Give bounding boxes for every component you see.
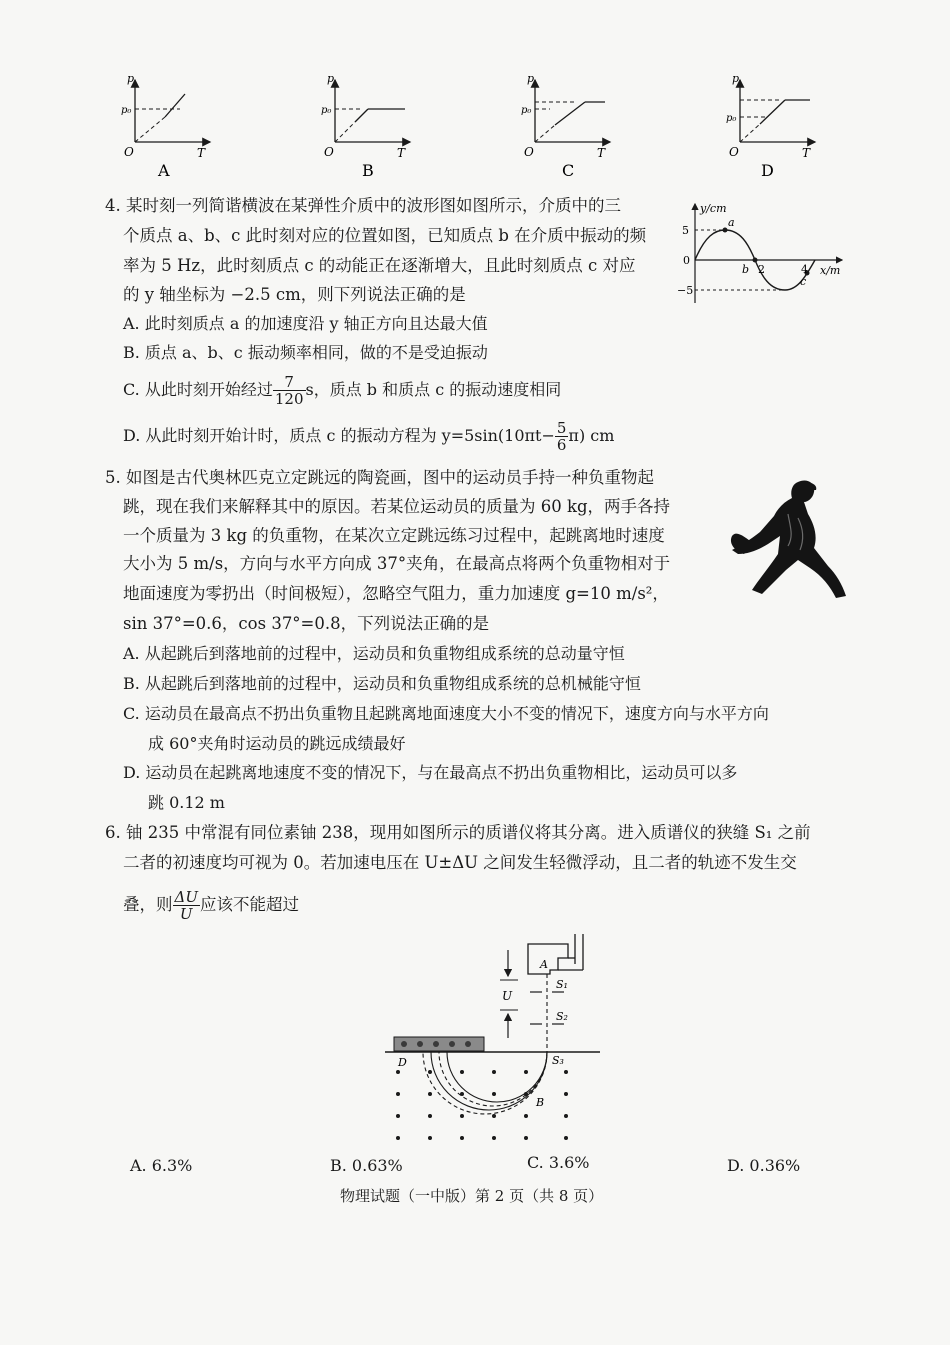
svg-text:U: U xyxy=(502,989,513,1003)
graph-label-b: B xyxy=(362,161,374,180)
fraction-5-6: $\frac{5}{6}$ xyxy=(556,419,567,454)
q5-line-2: 跳，现在我们来解释其中的原因。若某位运动员的质量为 60 kg，两手各持 xyxy=(123,497,671,516)
svg-text:B: B xyxy=(536,1096,545,1109)
fraction-7-120: $\frac{7}{120}$ xyxy=(274,373,304,408)
q5-option-d: D. 运动员在起跳离地速度不变的情况下，与在最高点不扔出负重物相比，运动员可以多 xyxy=(123,763,738,782)
q4-option-a: A. 此时刻质点 a 的加速度沿 y 轴正方向且达最大值 xyxy=(123,314,488,333)
svg-text:p₀: p₀ xyxy=(321,105,332,116)
page-footer: 物理试题（一中版）第 2 页（共 8 页） xyxy=(340,1187,604,1205)
point-b xyxy=(753,258,758,263)
svg-text:T: T xyxy=(802,146,811,160)
q6-line-3: 叠，则 $\frac{\Delta U}{U}$ 应该不能超过 xyxy=(123,888,299,923)
svg-text:A: A xyxy=(540,958,548,971)
graph-c xyxy=(521,72,610,180)
q4-line-3: 率为 5 Hz，此时刻质点 c 的动能正在逐渐增大，且此时刻质点 c 对应 xyxy=(123,256,636,275)
fraction-dU-U: $\frac{\Delta U}{U}$ xyxy=(174,888,198,923)
q5-option-d-cont: 跳 0.12 m xyxy=(148,793,225,812)
graph-label-d: D xyxy=(761,161,774,180)
wave-tick-4: 4 xyxy=(801,263,808,276)
wave-diagram xyxy=(670,198,850,308)
q5-line-3: 一个质量为 3 kg 的负重物，在某次立定跳远练习过程中，起跳离地时速度 xyxy=(123,526,665,545)
q4-option-c: C. 从此时刻开始经过 $\frac{7}{120}$ s，质点 b 和质点 c 的振动速度相同 xyxy=(123,373,562,408)
q4-option-b: B. 质点 a、b、c 振动频率相同，做的不是受迫振动 xyxy=(123,343,488,362)
q5-line-1: 5. 如图是古代奥林匹克立定跳远的陶瓷画，图中的运动员手持一种负重物起 xyxy=(105,468,654,487)
q5-line-6: sin 37°=0.6，cos 37°=0.8，下列说法正确的是 xyxy=(123,614,490,633)
mass-spectrometer-diagram xyxy=(380,930,610,1150)
q4-line-1: 4. 某时刻一列简谐横波在某弹性介质中的波形图如图所示，介质中的三 xyxy=(105,196,621,215)
graph-a xyxy=(121,72,210,180)
q6-line-2: 二者的初速度均可视为 0。若加速电压在 U±ΔU 之间发生轻微浮动，且二者的轨迹不发生交 xyxy=(123,853,797,872)
wave-xlabel: x/m xyxy=(820,264,841,277)
svg-text:p: p xyxy=(327,72,335,85)
q6-answer-c: C. 3.6% xyxy=(527,1153,590,1172)
q5-line-4: 大小为 5 m/s，方向与水平方向成 37°夹角，在最高点将两个负重物相对于 xyxy=(123,554,671,573)
graph-label-a: A xyxy=(158,161,170,180)
athlete-illustration xyxy=(718,474,853,604)
q5-line-5: 地面速度为零扔出（时间极短），忽略空气阻力，重力加速度 g=10 m/s²， xyxy=(123,584,669,603)
wave-b-label: b xyxy=(742,263,750,276)
axis-t-label: T xyxy=(197,146,206,160)
q6-answer-d: D. 0.36% xyxy=(727,1156,801,1175)
q6-answer-b: B. 0.63% xyxy=(330,1156,403,1175)
q4-line-2: 个质点 a、b、c 此时刻对应的位置如图，已知质点 b 在介质中振动的频 xyxy=(123,226,647,245)
wave-y-neg: −5 xyxy=(677,284,694,297)
svg-text:O: O xyxy=(324,145,334,159)
axis-p-label: p xyxy=(127,72,135,85)
q6-line-1: 6. 铀 235 中常混有同位素铀 238，现用如图所示的质谱仪将其分离。进入质谱仪的狭缝 S₁ 之前 xyxy=(105,823,811,842)
q5-option-c: C. 运动员在最高点不扔出负重物且起跳离地面速度大小不变的情况下，速度方向与水平方向 xyxy=(123,704,769,723)
svg-text:O: O xyxy=(524,145,534,159)
q5-option-b: B. 从起跳后到落地前的过程中，运动员和负重物组成系统的总机械能守恒 xyxy=(123,674,641,693)
svg-text:O: O xyxy=(729,145,739,159)
pt-graphs xyxy=(100,72,840,182)
origin-label: O xyxy=(124,145,134,159)
svg-text:S₁: S₁ xyxy=(556,978,568,991)
wave-origin: 0 xyxy=(683,254,690,267)
q5-option-a: A. 从起跳后到落地前的过程中，运动员和负重物组成系统的总动量守恒 xyxy=(123,644,625,663)
p0-label: p₀ xyxy=(121,105,132,116)
wave-c-label: c xyxy=(800,275,807,288)
svg-text:D: D xyxy=(398,1056,407,1069)
svg-text:p: p xyxy=(527,72,535,85)
svg-text:p₀: p₀ xyxy=(521,105,532,116)
wave-y-pos: 5 xyxy=(682,224,689,237)
wave-a-label: a xyxy=(728,216,735,229)
svg-text:p: p xyxy=(732,72,740,85)
q4-option-d: D. 从此时刻开始计时，质点 c 的振动方程为 y=5sin(10πt− $\frac{5}{6}$ π) cm xyxy=(123,419,615,454)
q6-answer-a: A. 6.3% xyxy=(130,1156,193,1175)
graph-label-c: C xyxy=(562,161,575,180)
wave-tick-2: 2 xyxy=(758,263,765,276)
q5-option-c-cont: 成 60°夹角时运动员的跳远成绩最好 xyxy=(148,734,406,753)
svg-text:T: T xyxy=(597,146,606,160)
svg-text:S₃: S₃ xyxy=(552,1054,564,1067)
svg-text:S₂: S₂ xyxy=(556,1010,568,1023)
graph-b xyxy=(321,72,410,180)
q4-line-4: 的 y 轴坐标为 −2.5 cm，则下列说法正确的是 xyxy=(123,285,466,304)
svg-text:T: T xyxy=(397,146,406,160)
graph-d xyxy=(726,72,815,180)
svg-text:p₀: p₀ xyxy=(726,113,737,124)
point-a xyxy=(723,228,728,233)
wave-ylabel: y/cm xyxy=(700,202,727,215)
